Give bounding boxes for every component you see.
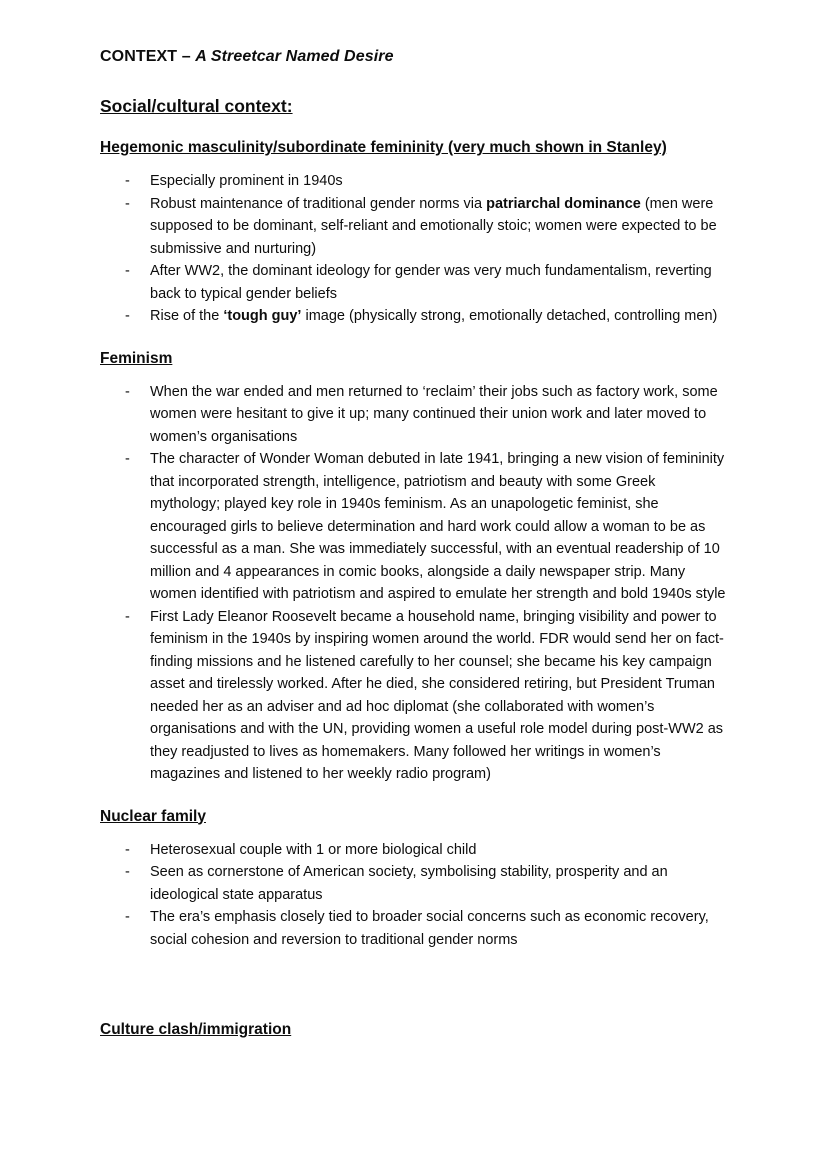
bullet-list-feminism [100, 381, 728, 786]
bullet-item [100, 861, 728, 906]
bullet-text [150, 381, 728, 449]
bullet-item [100, 170, 728, 193]
bullet-item [100, 839, 728, 862]
bullet-text [150, 305, 728, 328]
bullet-item [100, 381, 728, 449]
text-segment: After WW2, the dominant ideology for gender was very much fundamentalism, reverting back to typical gender beliefs [150, 263, 712, 302]
text-segment: Rise of the [150, 308, 224, 324]
subheading-hegemonic-masculinity: Hegemonic masculinity/subordinate femininity (very much shown in Stanley) [100, 139, 667, 156]
bullet-marker: - [125, 451, 130, 467]
text-segment: Seen as cornerstone of American society, symbolising stability, prosperity and an ideological state apparatus [150, 864, 668, 903]
title-prefix: CONTEXT – [100, 48, 196, 65]
subheading-culture-clash: Culture clash/immigration [100, 1021, 292, 1038]
text-segment: Especially prominent in 1940s [150, 173, 343, 189]
bullet-text [150, 861, 728, 906]
main-heading: Social/cultural context: [100, 96, 293, 116]
document-title [100, 48, 728, 66]
subheading-nuclear-family: Nuclear family [100, 807, 206, 825]
bold-text-segment: ‘tough guy’ [223, 308, 302, 324]
text-segment: Robust maintenance of traditional gender norms via [150, 195, 487, 212]
title-book-name: A Streetcar Named Desire [195, 48, 394, 65]
text-segment: (men were supposed to be dominant, self-reliant and emotionally stoic; women were expected to be submissive and nurturing) [150, 195, 717, 257]
bullet-marker: - [125, 383, 130, 400]
bullet-item [100, 606, 728, 786]
text-segment: The era’s emphasis closely tied to broader social concerns such as economic recovery, social cohesion and reversion to traditional gender norms [150, 909, 709, 948]
text-segment: The character of Wonder Woman debuted in late 1941, bringing a new vision of femininity that incorporated strength, intelligence, patriotism and beauty with some Greek mythology; played key role in 1940s feminism. As an unapologetic feminist, she encouraged girls to believe determination and hard work could allow a woman to be as successful as a man. She was immediately successful, with an eventual readership of 10 million and 4 appearances in comic books, alongside a daily newspaper strip. Many women identified with patriotism and aspired to emulate her strength and bold 1940s style [150, 451, 726, 602]
subheading-feminism: Feminism [100, 349, 173, 367]
bullet-marker: - [125, 263, 130, 279]
bullet-text [150, 193, 728, 261]
bullet-text [150, 606, 728, 786]
bullet-list-nuclear-family [100, 839, 728, 952]
bullet-list-hegemonic [100, 170, 728, 328]
text-segment: image (physically strong, emotionally detached, controlling men) [301, 308, 718, 324]
bullet-item [100, 305, 728, 328]
bullet-marker: - [125, 864, 130, 880]
bold-text-segment: patriarchal dominance [486, 195, 641, 212]
bullet-marker: - [125, 195, 130, 212]
bullet-item [100, 193, 728, 261]
bullet-marker: - [125, 173, 130, 189]
bullet-item [100, 906, 728, 951]
bullet-text [150, 448, 728, 606]
bullet-marker: - [125, 841, 130, 858]
bullet-text [150, 839, 728, 862]
bullet-text [150, 906, 728, 951]
bullet-text [150, 260, 728, 305]
text-segment: When the war ended and men returned to ‘reclaim’ their jobs such as factory work, some women were hesitant to give it up; many continued their union work and later moved to women’s organisations [150, 383, 718, 445]
bullet-marker: - [125, 608, 130, 625]
bullet-item [100, 448, 728, 606]
text-segment: Heterosexual couple with 1 or more biological child [150, 841, 477, 858]
bullet-marker: - [125, 909, 130, 925]
bullet-text [150, 170, 728, 193]
text-segment: First Lady Eleanor Roosevelt became a household name, bringing visibility and power to feminism in the 1940s by inspiring women around the world. FDR would send her on fact-finding missions and he listened carefully to her counsel; she became his key campaign asset and tirelessly worked. After he died, she considered retiring, but President Truman needed her as an adviser and ad hoc diplomat (she collaborated with women’s organisations and with the UN, providing women a useful role model during post-WW2 as they readjusted to lives as homemakers. Many followed her writings in women’s magazines and listened to her weekly radio program) [150, 608, 724, 782]
bullet-marker: - [125, 308, 130, 324]
bullet-item [100, 260, 728, 305]
